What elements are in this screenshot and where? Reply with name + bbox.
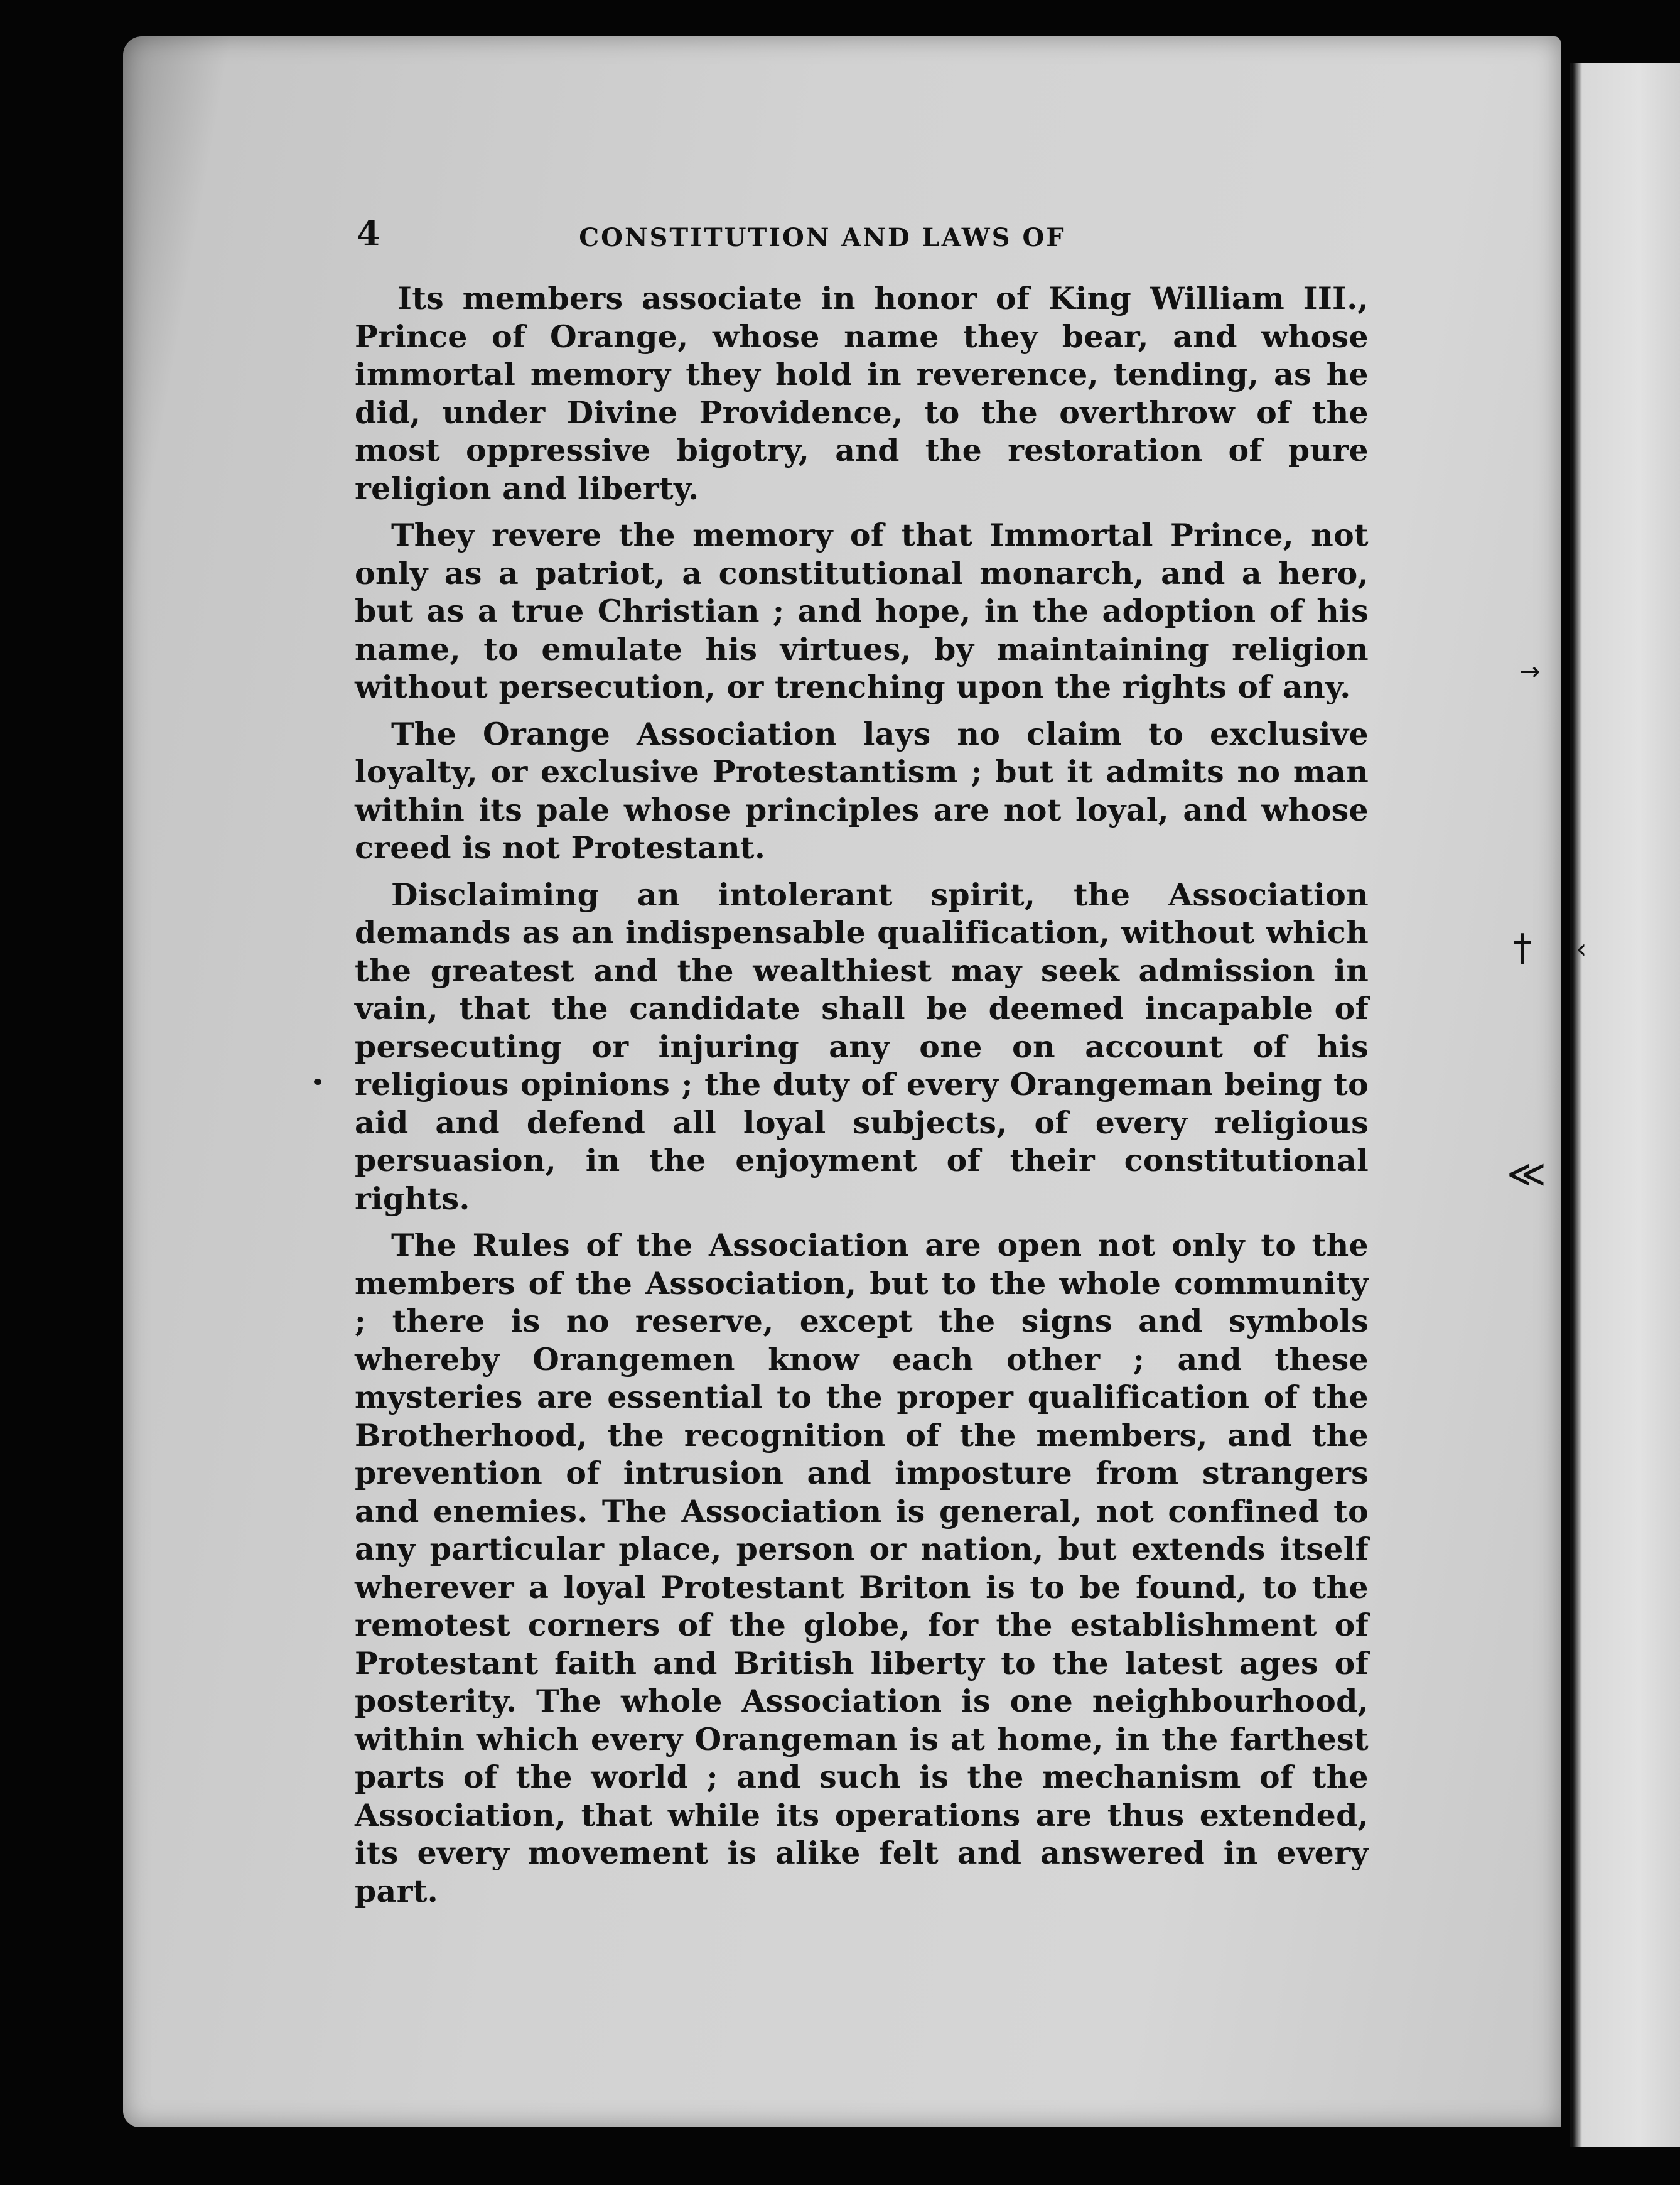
crease-mark-3: ‹ (1576, 933, 1587, 965)
paragraph-4: Disclaiming an intolerant spirit, the Association demands as an indispensable qualification, without which the greatest and the wealthiest may seek admission in vain, that the candidate shall be deemed incapable of persecuting or injuring any one on account of his religious opinions ; the duty of every Orangeman being to aid and defend all loyal subjects, of every religious persuasion, in the enjoyment of their constitutional rights. (355, 876, 1369, 1217)
paragraph-5: The Rules of the Association are open not only to the members of the Association, but to the whole community ; there is no reserve, except the signs and symbols whereby Orangemen know each other ; and these mysteries are essential to the proper qualification of the Brotherhood, the recognition of the members, and the prevention of intrusion and imposture from strangers and enemies. The Association is general, not confined to any particular place, person or nation, but extends itself wherever a loyal Protestant Briton is to be found, to the remotest corners of the globe, for the establishment of Protestant faith and British liberty to the latest ages of posterity. The whole Association is one neighbourhood, within which every Orangeman is at home, in the farthest parts of the world ; and such is the mechanism of the Association, that while its operations are thus extended, its every movement is alike felt and answered in every part. (355, 1227, 1369, 1909)
running-title: CONSTITUTION AND LAWS OF (579, 222, 1066, 252)
paragraph-1: Its members associate in honor of King William III., Prince of Orange, whose name they bear, and whose immortal memory they hold in reverence, tending, as he did, under Divine Providence, to the overthrow of the most oppressive bigotry, and the restoration of pure religion and liberty. (355, 280, 1369, 507)
page-number: 4 (357, 213, 380, 254)
crease-mark-2: † (1513, 926, 1532, 970)
crease-mark-1: → (1519, 657, 1541, 686)
paragraph-3: The Orange Association lays no claim to exclusive loyalty, or exclusive Protestantism ; but it admits no man within its pale whose principles are not loyal, and whose creed is not Protestant. (355, 715, 1369, 866)
gutter-marks (1494, 628, 1645, 1256)
crease-mark-4: ≪ (1507, 1152, 1546, 1196)
margin-speck (314, 1079, 321, 1085)
paragraph-2: They revere the memory of that Immortal Prince, not only as a patriot, a constitutional monarch, and a hero, but as a true Christian ; and hope, in the adoption of his name, to emulate his virtues, by maintaining religion without persecution, or trenching upon the rights of any. (355, 517, 1369, 705)
body-text (355, 279, 1369, 1919)
